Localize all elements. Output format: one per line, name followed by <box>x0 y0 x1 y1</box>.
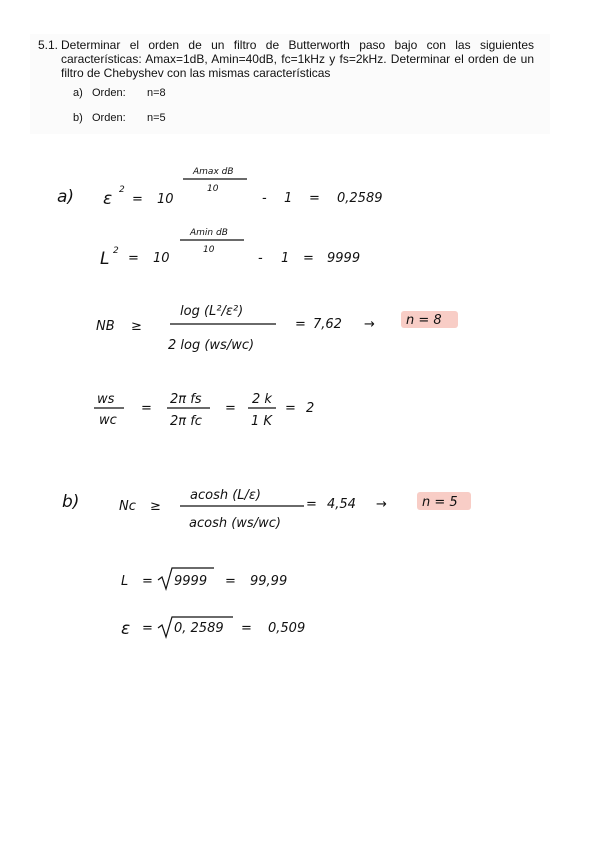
ws-label: ws <box>97 392 115 407</box>
ratio-result: 2 <box>306 401 315 416</box>
base-ten: 10 <box>153 251 170 266</box>
one: 1 <box>281 251 290 266</box>
equals: = <box>285 401 296 416</box>
base-ten: 10 <box>157 192 174 207</box>
minus: - <box>262 191 267 206</box>
l-symbol: L <box>100 249 110 269</box>
part-b-label: b) <box>62 492 80 512</box>
equals: = <box>306 497 317 512</box>
equals: = <box>241 621 252 636</box>
equals: = <box>225 574 236 589</box>
arrow-icon: → <box>376 497 387 512</box>
two-k: 2 k <box>252 392 272 407</box>
ge-symbol: ≥ <box>131 319 142 334</box>
l2-result: 9999 <box>327 251 361 266</box>
arrow-icon: → <box>364 317 375 332</box>
wc-label: wc <box>99 413 117 428</box>
equals: = <box>132 192 143 207</box>
answer-letter: a) <box>73 87 83 99</box>
nc-symbol: Nc <box>119 499 136 514</box>
question-number: 5.1. <box>38 38 59 52</box>
eps-symbol: ε <box>103 189 113 209</box>
exp-numerator-amax: Amax dB <box>193 167 234 177</box>
exp-denominator: 10 <box>207 184 219 194</box>
e-value: 0,509 <box>268 621 306 636</box>
two-pi-fc: 2π fc <box>170 414 202 429</box>
nb-numerator: log (L²/ε²) <box>180 304 244 319</box>
exp-denominator: 10 <box>203 245 215 255</box>
equals: = <box>142 621 153 636</box>
nc-result: 4,54 <box>327 497 356 512</box>
part-a-label: a) <box>57 187 75 207</box>
e-def-symbol: ε <box>121 619 131 639</box>
equals: = <box>295 317 306 332</box>
l-value: 99,99 <box>250 574 288 589</box>
answer-value: n=5 <box>147 112 166 124</box>
answer-value: n=8 <box>147 87 166 99</box>
eps-square: 2 <box>119 185 125 195</box>
nb-symbol: NB <box>96 319 115 334</box>
eps2-result: 0,2589 <box>337 191 383 206</box>
nb-denominator: 2 log (ws/wc) <box>168 338 255 353</box>
answer-label: Orden: <box>92 112 126 124</box>
question-text: Determinar el orden de un filtro de Butterworth paso bajo con las siguientes características: Amax=1dB, Amin=40dB, fc=1kHz y fs=2kHz. Determinar el orden de un filtro de Chebyshev con las mismas características <box>61 38 534 80</box>
answer-letter: b) <box>73 112 83 124</box>
l-radicand: 9999 <box>174 574 208 589</box>
nc-numerator: acosh (L/ε) <box>190 488 262 503</box>
two-pi-fs: 2π fs <box>170 392 202 407</box>
one-k: 1 K <box>251 414 272 429</box>
equals: = <box>128 251 139 266</box>
minus: - <box>258 251 263 266</box>
equals: = <box>225 401 236 416</box>
e-radicand: 0, 2589 <box>174 621 224 636</box>
nc-answer: n = 5 <box>422 495 458 510</box>
nb-result: 7,62 <box>313 317 342 332</box>
one: 1 <box>284 191 293 206</box>
equals: = <box>142 574 153 589</box>
l-def-symbol: L <box>121 574 129 589</box>
exp-numerator-amin: Amin dB <box>190 228 228 238</box>
ge-symbol: ≥ <box>150 499 161 514</box>
answer-label: Orden: <box>92 87 126 99</box>
equals: = <box>141 401 152 416</box>
equals: = <box>309 191 320 206</box>
nb-answer: n = 8 <box>406 313 442 328</box>
equals: = <box>303 251 314 266</box>
nc-denominator: acosh (ws/wc) <box>189 516 281 531</box>
l-square: 2 <box>113 246 119 256</box>
